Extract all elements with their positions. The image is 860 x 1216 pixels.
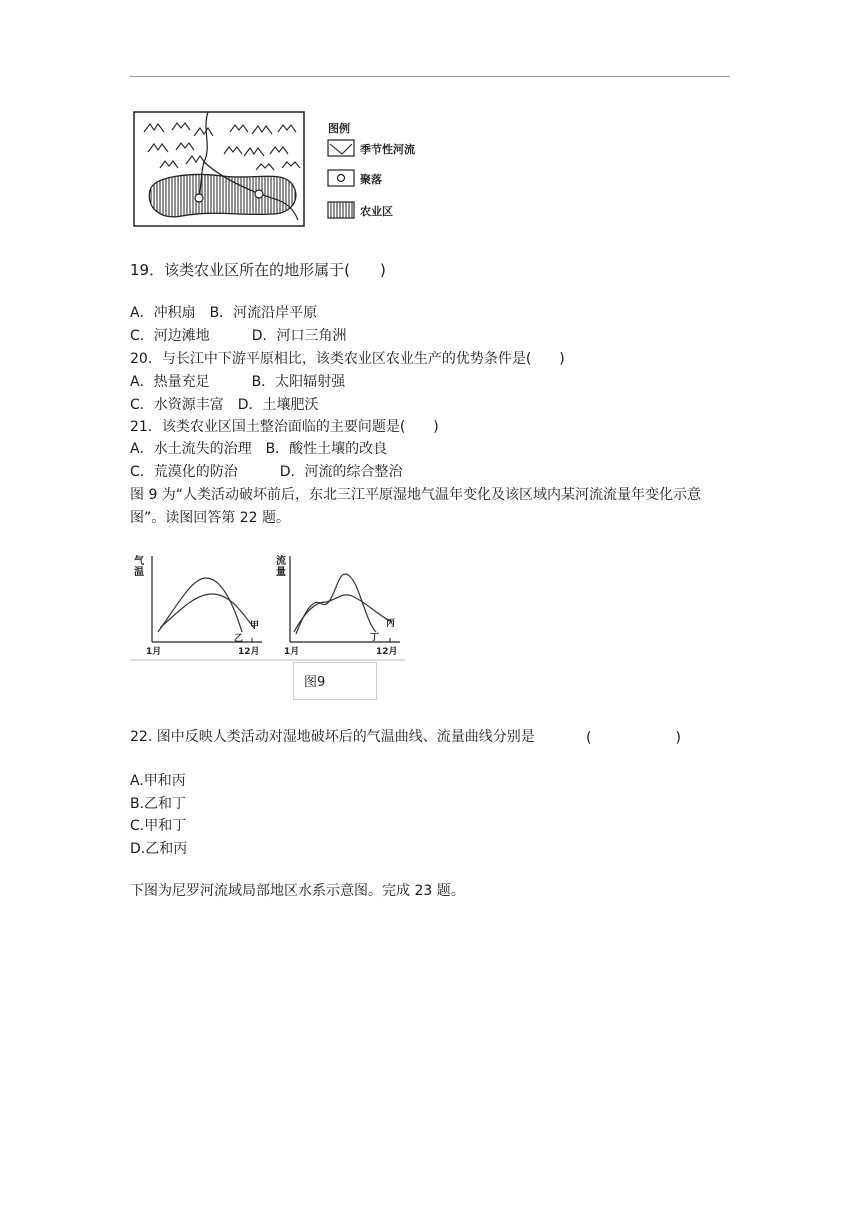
q19-option-b: B．河流沿岸平原 — [209, 305, 318, 321]
q21-options-row1 — [130, 439, 387, 459]
legend-title: 图例 — [328, 122, 350, 135]
left-x-end: 12月 — [238, 647, 260, 657]
right-x-end: 12月 — [376, 647, 398, 657]
legend-farm-label: 农业区 — [360, 205, 393, 218]
farm-area-map-figure — [132, 110, 432, 230]
q22-option-b: B.乙和丁 — [130, 796, 187, 812]
q20-option-c: C．水资源丰富 — [130, 397, 224, 413]
curve-yi-label: 乙 — [234, 634, 244, 644]
q20-stem: 20．与长江中下游平原相比，该类农业区农业生产的优势条件是( ) — [130, 351, 565, 367]
q19-option-c: C．河边滩地 — [130, 328, 210, 344]
curve-ding-label: 丁 — [370, 633, 380, 643]
curve-bing-label: 丙 — [386, 619, 396, 629]
q20-options-row2 — [130, 395, 319, 415]
left-ylabel-1: 气 — [134, 556, 144, 567]
header-rule — [130, 76, 730, 77]
left-ylabel-2: 温 — [134, 567, 144, 578]
q22-option-d: D.乙和丙 — [130, 841, 188, 857]
right-ylabel-2: 量 — [276, 567, 286, 578]
q21-option-a: A．水土流失的治理 — [130, 441, 252, 457]
q20-option-d: D．土壤肥沃 — [237, 397, 319, 413]
q19-option-a: A．冲积扇 — [130, 305, 196, 321]
left-x-start: 1月 — [146, 647, 162, 657]
legend-settlement-label: 聚落 — [360, 173, 382, 186]
right-x-start: 1月 — [284, 647, 300, 657]
q22-intro: 图 9 为“人类活动破坏前后，东北三江平原湿地气温年变化及该区域内某河流流量年变化示意图”。读图回答第 22 题。 — [130, 487, 702, 526]
q22-option-a: A.甲和丙 — [130, 773, 186, 789]
q21-option-c: C．荒漠化的防治 — [130, 464, 238, 480]
q21-option-b: B．酸性土壤的改良 — [265, 441, 388, 457]
q21-options-row2 — [130, 462, 403, 482]
q19-option-d: D．河口三角洲 — [251, 328, 347, 344]
right-ylabel-1: 流 — [276, 556, 286, 567]
q20-option-b: B．太阳辐射强 — [251, 374, 346, 390]
q19-options-row2 — [130, 326, 347, 346]
mountain-symbols — [144, 123, 300, 170]
q19-options-row1 — [130, 303, 317, 323]
q20-options-row1 — [130, 372, 345, 392]
q21-option-d: D．河流的综合整治 — [279, 464, 403, 480]
legend-river-label: 季节性河流 — [360, 143, 415, 156]
figure-9-caption-box — [293, 662, 377, 700]
q22-stem: 22. 图中反映人类活动对湿地破坏后的气温曲线、流量曲线分别是 — [130, 729, 535, 745]
q20-option-a: A．热量充足 — [130, 374, 210, 390]
q22-answer-paren: ( ) — [586, 730, 681, 746]
q19-stem: 19．该类农业区所在的地形属于( ) — [130, 261, 386, 279]
q22-option-c: C.甲和丁 — [130, 818, 187, 834]
curve-jia-label: 甲 — [250, 621, 260, 631]
figure-9-caption: 图9 — [304, 675, 326, 690]
q21-stem: 21．该类农业区国土整治面临的主要问题是( ) — [130, 419, 439, 435]
q23-intro: 下图为尼罗河流域局部地区水系示意图。完成 23 题。 — [130, 883, 465, 899]
